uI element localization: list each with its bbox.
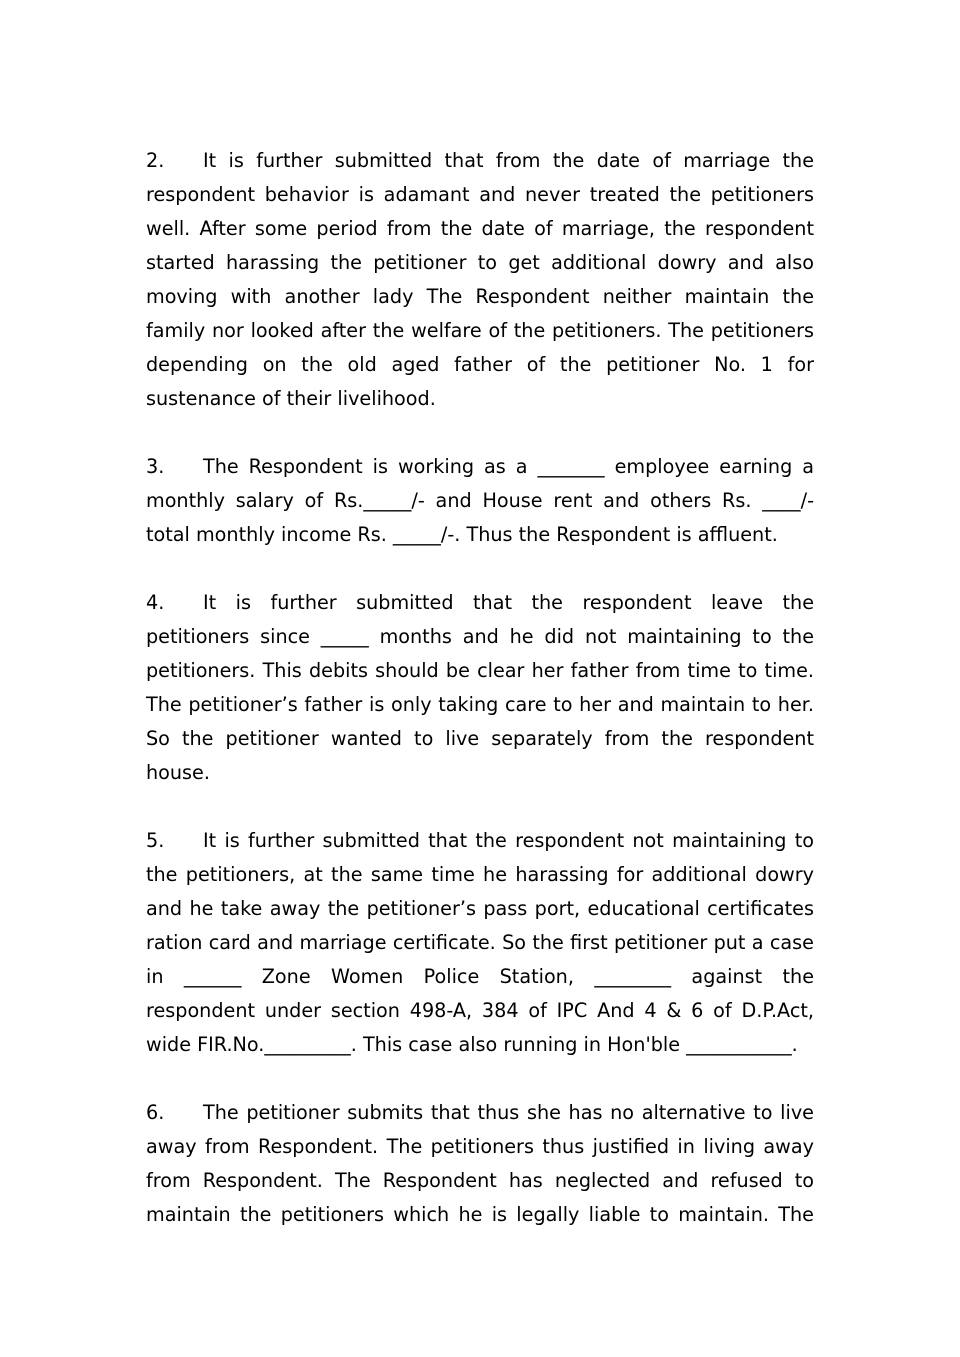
paragraph-text: It is further submitted that the respondent leave the petitioners since _____ months and he did not maintaining to the petitioners. This debits should be clear her father from time to time. The petitioner’s father is only taking care to her and maintain to her. So the petitioner wanted to live separately from the respondent house. xyxy=(146,591,814,784)
paragraph-text: It is further submitted that the respondent not maintaining to the petitioners, at the same time he harassing for additional dowry and he take away the petitioner’s pass port, educational certificates ration card and marriage certificate. So the first petitioner put a case in ______ Zone Women Police Station, ________ against the respondent under section 498-A, 384 of IPC And 4 & 6 of D.P.Act, wide FIR.No._________. This case also running in Hon'ble ___________. xyxy=(146,829,814,1056)
paragraph-5 xyxy=(146,824,814,1062)
paragraph-number: 6. xyxy=(146,1101,165,1124)
paragraph-text: The Respondent is working as a _______ employee earning a monthly salary of Rs._____/- and House rent and others Rs. ____/- total monthly income Rs. _____/-. Thus the Respondent is affluent. xyxy=(146,455,814,546)
document-page xyxy=(146,144,814,1266)
paragraph-number: 2. xyxy=(146,149,165,172)
paragraph-3 xyxy=(146,450,814,552)
paragraph-2 xyxy=(146,144,814,416)
paragraph-number: 5. xyxy=(146,829,165,852)
paragraph-6 xyxy=(146,1096,814,1232)
paragraph-text: The petitioner submits that thus she has no alternative to live away from Respondent. The petitioners thus justified in living away from Respondent. The Respondent has neglected and refused to maintain the petitioners which he is legally liable to maintain. The xyxy=(146,1101,814,1226)
paragraph-number: 3. xyxy=(146,455,165,478)
paragraph-number: 4. xyxy=(146,591,165,614)
paragraph-text: It is further submitted that from the date of marriage the respondent behavior is adamant and never treated the petitioners well. After some period from the date of marriage, the respondent started harassing the petitioner to get additional dowry and also moving with another lady The Respondent neither maintain the family nor looked after the welfare of the petitioners. The petitioners depending on the old aged father of the petitioner No. 1 for sustenance of their livelihood. xyxy=(146,149,814,410)
paragraph-4 xyxy=(146,586,814,790)
